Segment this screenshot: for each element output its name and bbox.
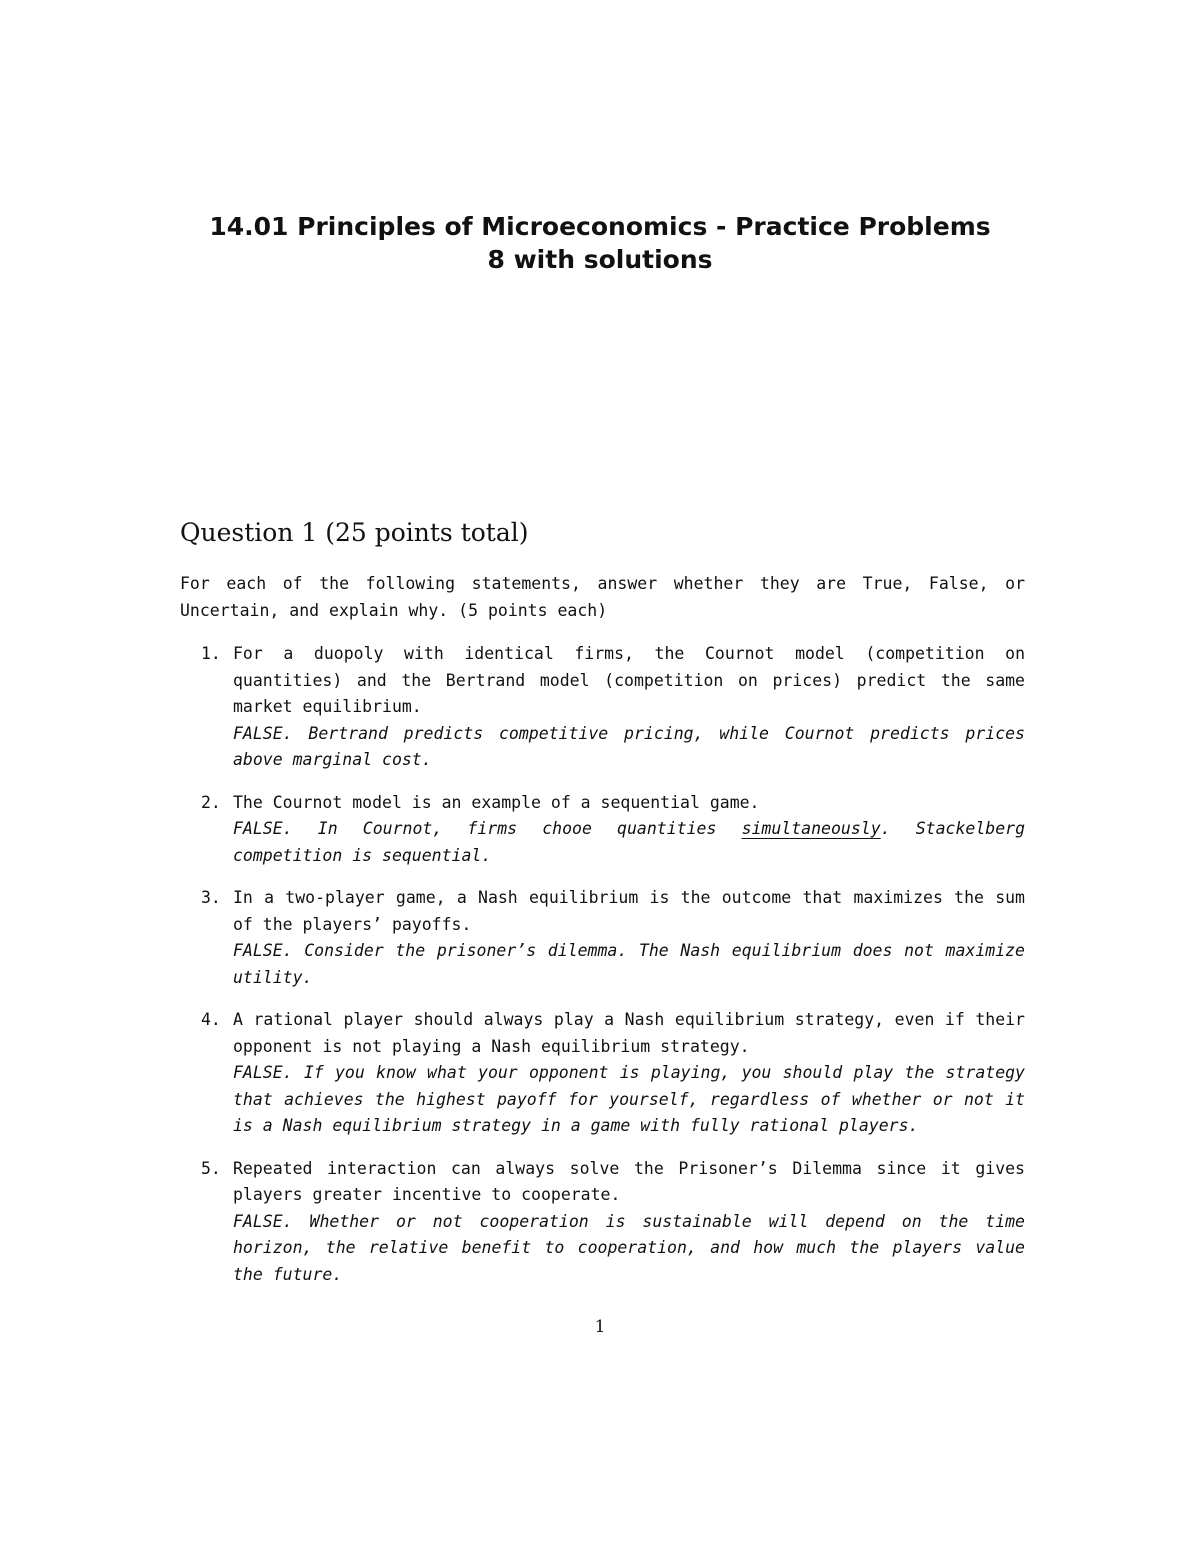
page-number: 1 [594,1317,606,1337]
question-intro: For each of the following statements, answer whether they are True, False, or Uncertain, and explain why. (5 points each) [180,574,1025,620]
item-statement: The Cournot model is an example of a sequential game. [233,792,760,812]
item-number: 1. [201,644,221,663]
item-answer [233,816,1025,869]
item-answer: FALSE. Bertrand predicts competitive pricing, while Cournot predicts prices above marginal cost. [233,723,1025,769]
item-answer: FALSE. Consider the prisoner’s dilemma. The Nash equilibrium does not maximize utility. [233,941,1025,987]
title-line-2: 8 with solutions [487,245,713,274]
item-answer: FALSE. If you know what your opponent is playing, you should play the strategy that achieves the highest payoff for yourself, regardless of whether or not it is a Nash equilibrium strategy in a game with fully rational players. [233,1063,1025,1135]
underlined-word: simultaneously [741,819,881,838]
list-item [180,641,1025,774]
answer-text-end: . Stackelberg competition is sequential. [233,819,1026,865]
title-line-1: 14.01 Principles of Microeconomics - Practice Problems [209,212,991,241]
list-item [180,1007,1025,1140]
item-number: 3. [201,888,221,907]
list-item [180,885,1025,991]
item-statement: Repeated interaction can always solve the Prisoner’s Dilemma since it gives players greater incentive to cooperate. [233,1158,1025,1204]
item-statement: For a duopoly with identical firms, the Cournot model (competition on quantities) and the Bertrand model (competition on prices) predict the same market equilibrium. [233,644,1025,716]
item-number: 5. [201,1158,221,1178]
question-heading: Question 1 (25 points total) [180,518,529,547]
statement-list [180,641,1025,1304]
list-item [180,790,1025,870]
list-item [180,1156,1025,1289]
item-answer: FALSE. Whether or not cooperation is sustainable will depend on the time horizon, the relative benefit to cooperation, and how much the players value the future. [233,1211,1025,1284]
item-statement: In a two-player game, a Nash equilibrium is the outcome that maximizes the sum of the players’ payoffs. [233,888,1025,934]
item-number: 2. [201,792,221,812]
answer-text-start: FALSE. In Cournot, firms chooe quantities [233,819,742,838]
document-title [180,210,1020,276]
item-number: 4. [201,1010,221,1029]
item-statement: A rational player should always play a Nash equilibrium strategy, even if their opponent is not playing a Nash equilibrium strategy. [233,1010,1025,1056]
